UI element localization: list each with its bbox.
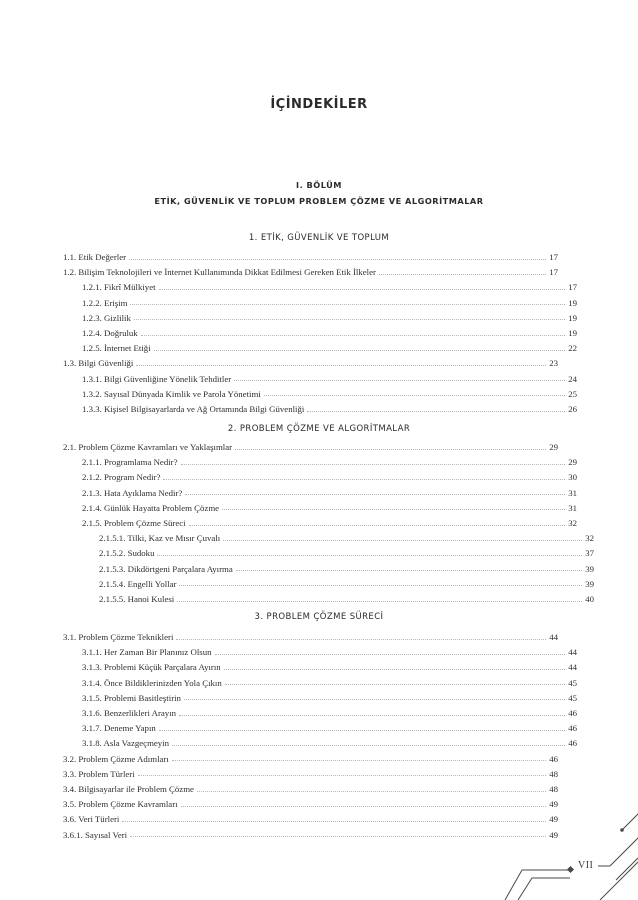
toc-entry-title: 3.1.3. Problemi Küçük Parçalara Ayırın <box>82 662 221 673</box>
toc-entry-page: 19 <box>568 312 577 323</box>
toc-entry-page: 17 <box>549 252 558 262</box>
toc-entry-title: 1.3.2. Sayısal Dünyada Kimlik ve Parola Yönetimi <box>82 388 261 399</box>
toc-entry-title: 3.1.6. Benzerlikleri Arayın <box>82 708 177 718</box>
unit-title: ETİK, GÜVENLİK VE TOPLUM PROBLEM ÇÖZME VE ALGORİTMALAR <box>154 196 484 206</box>
section-heading: 1. ETİK, GÜVENLİK VE TOPLUM <box>248 233 390 243</box>
toc-entry-title: 3.1.4. Önce Bildiklerinizden Yola Çıkın <box>82 677 222 688</box>
toc-entry-title: 2.1. Problem Çözme Kavramları ve Yaklaşımlar <box>63 442 233 452</box>
toc-entry-title: 1.2.1. Fikrî Mülkiyet <box>82 282 156 293</box>
toc-entry-title: 2.1.5.3. Dikdörtgeni Parçalara Ayırma <box>99 563 233 574</box>
toc-entry-page: 17 <box>549 267 558 278</box>
toc-entry-page: 22 <box>568 343 577 354</box>
toc-entry-title: 2.1.5.2. Sudoku <box>99 548 155 559</box>
toc-entry-title: 2.1.5.4. Engelli Yollar <box>99 578 177 589</box>
toc-entry-page: 39 <box>585 563 594 574</box>
toc-entry-title: 1.1. Etik Değerler <box>63 252 127 262</box>
toc-entry-title: 1.2.2. Erişim <box>82 297 128 308</box>
toc-entry-title: 1.2. Bilişim Teknolojileri ve İnternet Kullanımında Dikkat Edilmesi Gereken Etik İlkeler <box>63 267 376 278</box>
toc-entry-title: 3.2. Problem Çözme Adımları <box>63 753 169 764</box>
page-number: VII <box>578 860 594 871</box>
toc-entry-title: 2.1.1. Programlama Nedir? <box>82 457 178 468</box>
toc-entry-page: 39 <box>585 578 594 589</box>
toc-entry-page: 48 <box>549 768 558 779</box>
toc-entry-page: 24 <box>568 373 577 384</box>
toc-entry-page: 19 <box>568 328 577 338</box>
toc-entry-page: 44 <box>568 662 577 673</box>
toc-entry-page: 29 <box>549 442 558 452</box>
toc-entry-page: 37 <box>585 548 594 559</box>
toc-entry-page: 46 <box>549 753 558 764</box>
toc-entry-page: 30 <box>568 472 577 483</box>
toc-entry-page: 23 <box>549 358 558 369</box>
section-heading: 2. PROBLEM ÇÖZME VE ALGORİTMALAR <box>227 424 411 434</box>
toc-entry-title: 1.3.1. Bilgi Güvenliğine Yönelik Tehditler <box>82 373 232 384</box>
toc-entry-title: 3.4. Bilgisayarlar ile Problem Çözme <box>63 784 194 794</box>
toc-entry-page: 45 <box>568 677 577 688</box>
toc-entry-page: 40 <box>585 594 594 604</box>
toc-entry-title: 1.2.3. Gizlilik <box>82 312 131 323</box>
toc-entry-title: 2.1.3. Hata Ayıklama Nedir? <box>82 487 183 498</box>
toc-entry-page: 44 <box>549 632 558 642</box>
toc-entry-page: 48 <box>549 784 558 794</box>
toc-entry-page: 45 <box>568 692 577 703</box>
toc-entry-page: 29 <box>568 457 577 468</box>
toc-entry-page: 19 <box>568 297 577 308</box>
toc-entry-page: 32 <box>585 533 594 544</box>
toc-entry-title: 2.1.5.1. Tilki, Kaz ve Mısır Çuvalı <box>99 533 221 544</box>
toc-entry-title: 3.6. Veri Türleri <box>63 814 120 825</box>
unit-number: I. BÖLÜM <box>296 180 342 190</box>
toc-entry-title: 3.5. Problem Çözme Kavramları <box>63 799 178 810</box>
toc-entry-title: 2.1.5. Problem Çözme Süreci <box>82 518 186 528</box>
toc-entry-page: 31 <box>568 487 577 498</box>
toc-entry-page: 25 <box>568 388 577 399</box>
toc-entry-title: 1.2.4. Doğruluk <box>82 328 138 338</box>
toc-entry-page: 49 <box>549 814 558 825</box>
toc-entry-title: 1.3.3. Kişisel Bilgisayarlarda ve Ağ Ortamında Bilgi Güvenliği <box>82 404 305 414</box>
toc-entry-page: 17 <box>568 282 577 293</box>
toc-entry-page: 32 <box>568 518 577 528</box>
toc-entry-page: 46 <box>568 738 577 749</box>
toc-entry-page: 46 <box>568 723 577 734</box>
toc-entry-title: 3.1.8. Asla Vazgeçmeyin <box>82 738 170 749</box>
toc-entry-title: 2.1.5.5. Hanoi Kulesi <box>99 594 175 604</box>
toc-entry-page: 49 <box>549 829 558 840</box>
toc-entry-title: 2.1.2. Program Nedir? <box>82 472 161 483</box>
toc-entry-page: 49 <box>549 799 558 810</box>
toc-entry-title: 1.2.5. İnternet Etiği <box>82 343 151 354</box>
toc-entry-page: 44 <box>568 647 577 658</box>
section-heading: 3. PROBLEM ÇÖZME SÜRECİ <box>254 612 384 622</box>
toc-entry-page: 46 <box>568 708 577 718</box>
toc-entry-title: 3.1.5. Problemi Basitleştirin <box>82 692 181 703</box>
toc-entry-title: 3.6.1. Sayısal Veri <box>63 829 128 840</box>
toc-entry-page: 26 <box>568 404 577 414</box>
toc-entry-title: 3.1.1. Her Zaman Bir Planınız Olsun <box>82 647 212 658</box>
toc-entry-title: 3.1.7. Deneme Yapın <box>82 723 156 734</box>
page-title: İÇİNDEKİLER <box>270 97 368 112</box>
toc-entry-title: 3.1. Problem Çözme Teknikleri <box>63 632 174 642</box>
toc-entry-title: 1.3. Bilgi Güvenliği <box>63 358 134 369</box>
toc-entry-page: 31 <box>568 502 577 513</box>
toc-entry-title: 3.3. Problem Türleri <box>63 768 135 779</box>
toc-entry-title: 2.1.4. Günlük Hayatta Problem Çözme <box>82 502 220 513</box>
